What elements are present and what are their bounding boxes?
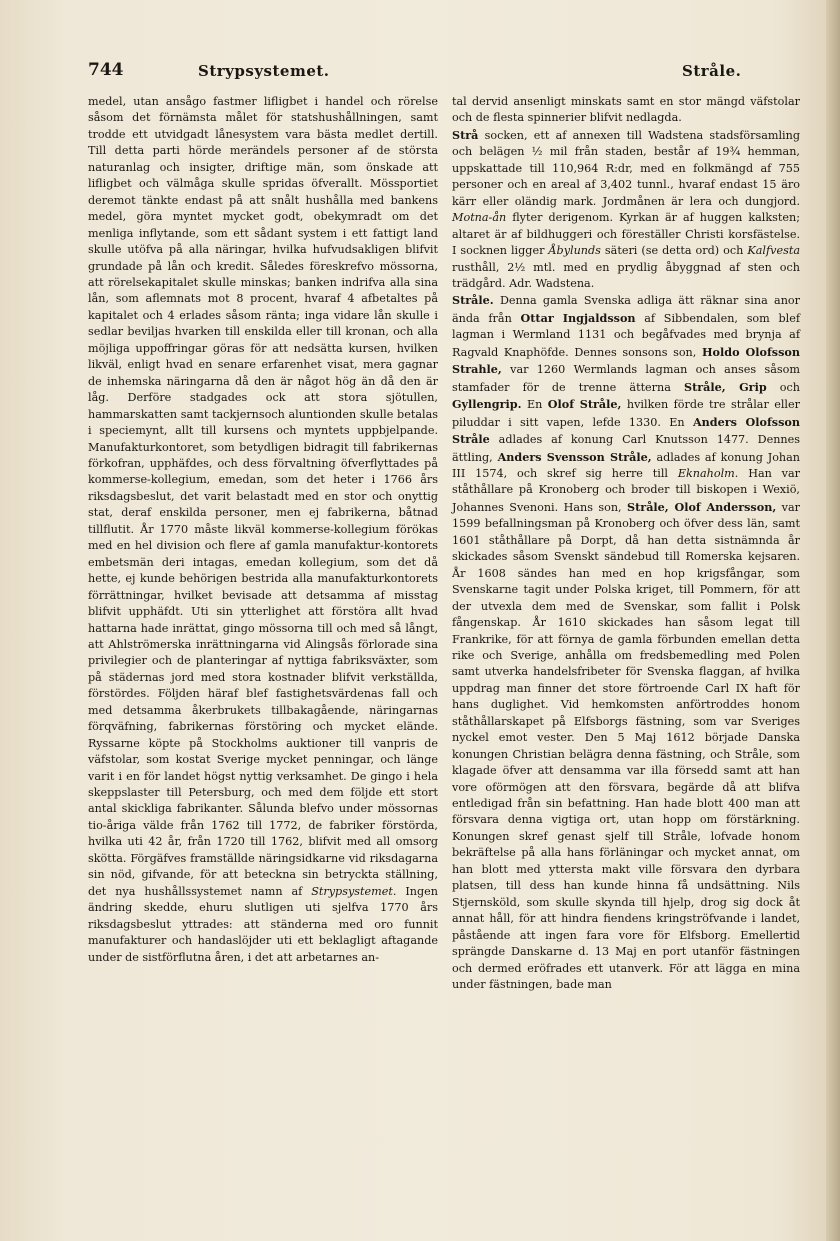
right-column — [452, 94, 800, 993]
italic-eknaholm: Eknaholm. — [677, 466, 739, 480]
italic-kalfvesta: Kalfvesta — [747, 244, 801, 258]
strale-text-5: En — [526, 398, 543, 412]
left-text-2: Ingen ändring skedde, ehuru slutligen uti sjelfva 1770 års riksdagsbeslut yttrades: att ständerna med oro funnit manufakturer och handaslöjder uti ett beklagligt aftagande under de sistförflutna åren, i det att arbetarnes an- — [88, 884, 438, 964]
running-head-right: Stråle. — [682, 62, 742, 80]
headword-stra: Strå — [452, 127, 479, 142]
name-strale-grip: Stråle, Grip — [684, 379, 767, 394]
stra-text-3: säteri (se detta ord) och — [604, 244, 744, 258]
entry-strale — [452, 292, 800, 993]
strale-text-4: och — [779, 380, 800, 394]
name-holdo-olofsson: Holdo Olofsson Strahle, — [452, 344, 800, 377]
strale-text-6: hvilken förde tre strålar eller piluddar i sitt vapen, lefde 1330. En — [452, 398, 800, 429]
term-strypsystemet: Strypsystemet. — [311, 884, 397, 898]
left-column — [88, 94, 438, 966]
strale-text-7: adlades af konung Carl Knutsson 1477. Dennes ättling, — [452, 433, 800, 464]
stra-text-2: flyter derigenom. Kyrkan är af huggen kalksten; altaret är af bildhuggeri och föreställer Christi korsfästelse. I socknen ligger — [452, 211, 801, 258]
strale-text-1: Denna gamla Svenska adliga ätt räknar sina anor ända från — [452, 294, 800, 325]
entry-stra — [452, 127, 800, 293]
name-olof-andersson: Stråle, Olof Andersson, — [627, 499, 777, 514]
strale-text-10: var 1599 befallningsman på Kronoberg och öfver dess län, samt 1601 ståthållare på Dorpt, då han detta sistnämnda år skickades såsom Svenskt sändebud till Romerska kejsaren. År 1608 sändes han med en hop krigsfångar, som Svenskarne tagit under Polska kriget, till Pommern, för att der utvexla dem med de Svenskar, som fallit i Polsk fångenskap. År 1610 skickades han såsom legat till Frankrike, för att förnya de gamla förbunden emellan detta rike och Sverige, anhålla om fredsbemedling med Polen samt utverka handelsfribeter för Svenska flaggan, af hvilka uppdrag man finner det store förtroende Carl IX haft för hans duglighet. Vid hemkomsten anförtroddes honom ståthållarskapet på Elfsborgs fästning, som var Sveriges nyckel emot vester. Den 5 Maj 1612 började Danska konungen Christian belägra denna fästning, och Stråle, som klagade öfver att densamma var illa försedd samt att han vore oförmögen att den försvara, begärde då att blifva entledigad från sin befattning. Han hade blott 400 man att försvara denna vigtiga ort, utan hopp om förstärkning. Konungen skref genast sjelf till Stråle, lofvade honom bekräftelse på alla hans förläningar och mycket annat, om han blott med yttersta makt ville försvara den dyrbara platsen, till dess han kunde hinna få undsättning. Nils Stjernsköld, som skulle skynda till hjelp, drog sig dock åt annat håll, för att hindra fiendens kringströfvande i landet, påstående att ingen fara vore för Elfsborg. Emellertid sprängde Danskarne d. 13 Maj en port utanför fästningen och dermed eröfrades ett utanverk. För att lägga en mina under fästningen, bade man — [452, 500, 800, 992]
page-number: 744 — [88, 60, 124, 80]
stra-text: socken, ett af annexen till Wadstena stadsförsamling och belägen ½ mil från staden, består af 19¾ hemman, uppskattade till 110,964 R:dr, med en folkmängd af 755 personer och en areal af 3,402 tunnl., hvaraf endast 15 äro kärr eller oländig mark. Jordmånen är lera och dungjord. — [452, 128, 800, 208]
page-header — [88, 60, 798, 84]
italic-motna-an: Motna-ån — [452, 211, 507, 225]
strale-text-2: af Sibbendalen, som blef lagman i Wermland 1131 och begåfvades med brynja af Ragvald Knaphöfde. Dennes sonsons son, — [452, 311, 800, 359]
name-anders-svensson: Anders Svensson Stråle, — [497, 449, 652, 464]
strale-text-8: adlades af konung Johan III 1574, och skref sig herre till — [452, 450, 801, 480]
continuation-paragraph — [452, 94, 800, 127]
running-head-left: Strypsystemet. — [198, 62, 330, 80]
page-edge — [826, 0, 840, 1241]
headword-strale: Stråle. — [452, 293, 494, 308]
right-text-1: tal dervid ansenligt minskats samt en stor mängd väfstolar och de flesta spinnerier blifvit nedlagda. — [452, 95, 800, 125]
strypsystemet-paragraph — [88, 94, 438, 966]
name-olof-strale: Olof Stråle, — [547, 397, 622, 412]
left-text-1: medel, utan ansågo fastmer lifligbet i handel och rörelse såsom det förnämsta målet för statshushållningen, samt trodde ett utvidgadt lånesystem vara bästa medlet dertill. Till detta parti hörde merändels personer af de största naturanlag och insigter, driftige män, som önskade att lifligbet och välmåga skulle spridas öfverallt. Mössportiet deremot tänkte endast på att snålt hushålla med bankens medel, göra myntet mycket godt, obekymradt om det menliga inflytande, som ett sådant system i ett fattigt land skulle utöfva på alla näringar, hvilka hufvudsakligen blifvit grundade på lån och kredit. Således föreskrefvo mössorna, att rörelsekapitalet skulle minskas; banken indrifva alla sina lån, som aflemnats mot 8 procent, hvaraf 4 afbetaltes på kapitalet och 4 erlades såsom ränta; inga vidare lån skulle i sedlar beviljas hvarken till enskilda eller till kronan, och alla möjliga uppoffringar göras för att nedsätta kursen, hvilken likväl, enligt hvad en senare erfarenhet visat, mera gagnar de inhemska näringarna då den är något hög än då den är låg. Derföre stadgades ock att stora sjötullen, hammarskatten samt tackjernsoch aluntionden skulle betalas i speciemynt, allt till kursens och myntets uppbjelpande. Manufakturkontoret, som betydligen bidragit till fabrikernas förkofran, upphäfdes, och dess förvaltning öfverflyttades på kommerse-kollegium, emedan, som det heter i 1766 års riksdagsbeslut, det varit belastadt med en stor och onyttig stat, deraf enskilda personer, men ej fabrikerna, båtnad tillflutit. År 1770 måste likväl kommerse-kollegium förökas med en hel division och flere af gamla manufaktur-kontorets embetsmän deri intagas, emedan kollegium, som det då hette, ej kunde behörigen bestrida alla manufakturkontorets förrättningar, hvilket bevisade att detsamma af misstag blifvit upphäfdt. Uti sin ytterlighet att förstöra allt hvad hattarna hade inrättat, gingo mössorna till och med så långt, att Ahlströmerska inrättningarna vid Alingsås förlorade sina privilegier och de planteringar af nyttiga fabriksväxter, som på städernas jord med stora kostnader blifvit verkställda, förstördes. Följden häraf blef fastighetsvärdenas fall och med detsamma åkerbrukets tillbakagående, näringarnas förqväfning, fabrikernas förstöring och mycket elände. Ryssarne köpte på Stockholms auktioner till vanpris de väfstolar, som kostat Sverige mycket penningar, och länge varit i en för landet högst nyttig verksamhet. De gingo i hela skeppslaster till Petersburg, och med dem följde ett stort antal skickliga fabrikanter. Sålunda blefvo under mössornas tio-åriga välde från 1762 till 1772, de fabriker förstörda, hvilka uti 42 år, från 1720 till 1762, blifvit med all omsorg skötta. Förgäfves framställde näringsidkarne vid riksdagarna sin nöd, gifvande, för att beteckna sin betryckta ställning, det nya hushållssystemet namn af — [88, 95, 438, 898]
name-ottar-ingjaldsson: Ottar Ingjaldsson — [520, 310, 636, 325]
name-anders-olofsson: Anders Olofsson Stråle — [452, 414, 800, 447]
name-gyllengrip: Gyllengrip. — [452, 397, 522, 412]
italic-abylunds: Åbylunds — [548, 244, 601, 258]
strale-text-9: Han var ståthållare på Kronoberg och broder till biskopen i Wexiö, Johannes Svenoni. Hans son, — [452, 466, 801, 514]
stra-text-4: rusthåll, 2½ mtl. med en prydlig åbyggnad af sten och trädgård. Adr. Wadstena. — [452, 260, 800, 290]
strale-text-3: var 1260 Wermlands lagman och anses såsom stamfader för de trenne ätterna — [452, 363, 800, 394]
